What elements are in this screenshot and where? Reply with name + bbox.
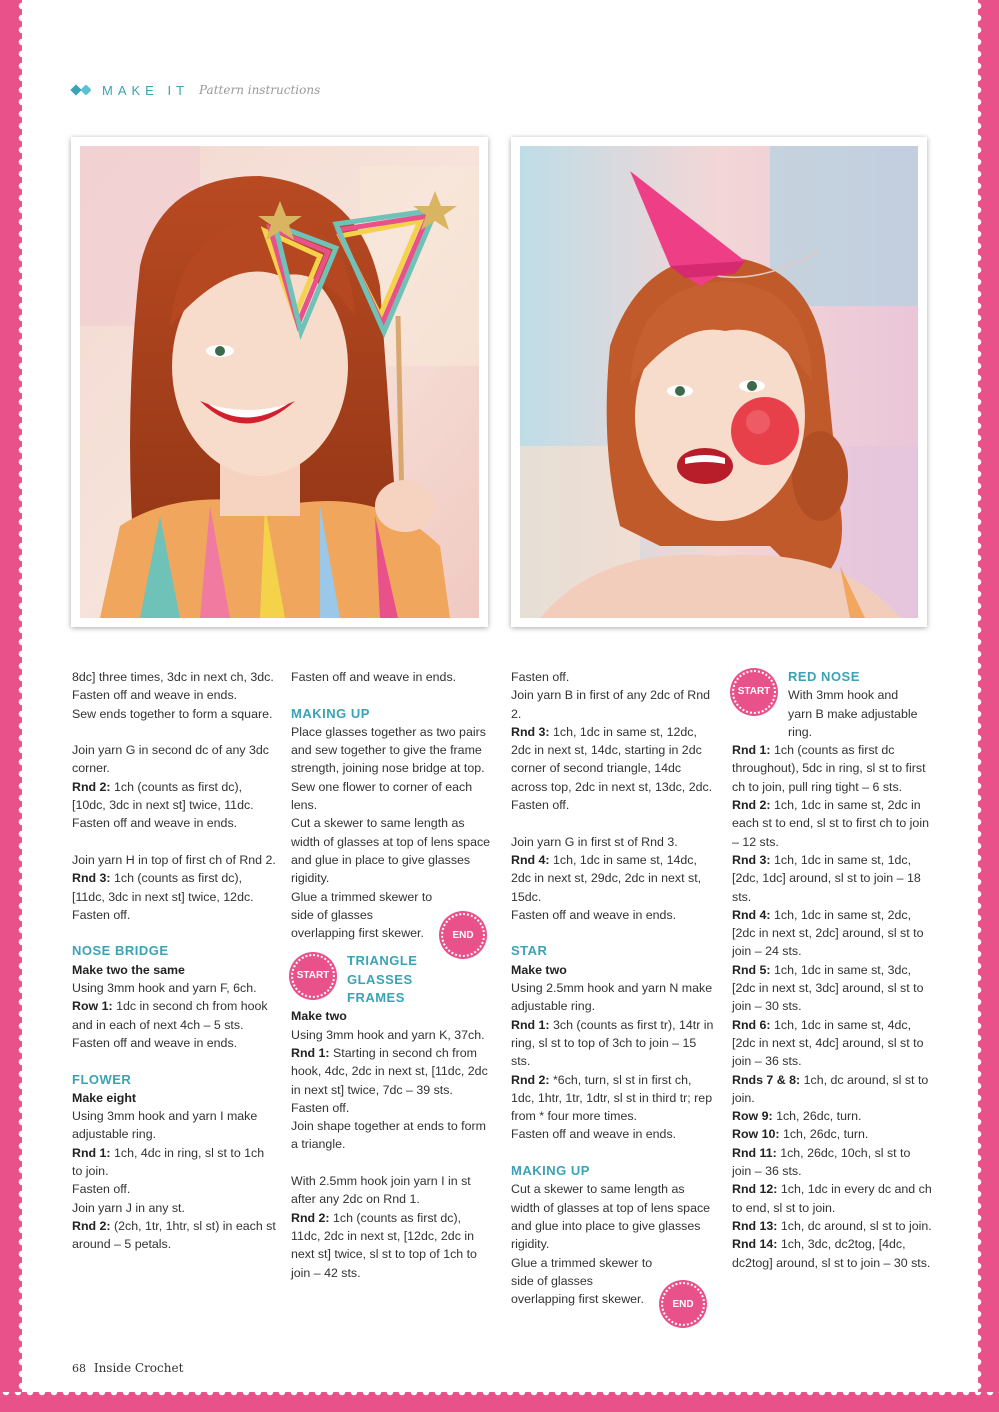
text-paragraph: Glue a trimmed skewer to side of glasses overlapping first skewer. <box>511 1255 653 1307</box>
step-label: Row 9: <box>732 1109 773 1124</box>
section-subheading: Make two <box>511 962 567 977</box>
step-text: 1ch, 1dc in same st, 4dc, [2dc in next st, 4dc] around, sl st to join – 36 sts. <box>732 1017 924 1069</box>
column-3 <box>511 668 716 1308</box>
text-paragraph: Fasten off and weave in ends. <box>291 670 457 684</box>
step-text: 1ch, 3dc, dc2tog, [4dc, dc2tog] around, sl st to join – 30 sts. <box>732 1237 931 1270</box>
text-paragraph: Using 2.5mm hook and yarn N make adjustable ring. <box>511 981 713 1014</box>
step-label: Rnd 4: <box>732 907 771 922</box>
text-paragraph: Cut a skewer to same length as width of glasses at top of lens space and glue in place to give glasses rigidity. <box>291 816 491 886</box>
start-badge: START <box>732 670 776 714</box>
pattern-step <box>72 1144 277 1181</box>
step-label: Rnd 2: <box>732 798 771 813</box>
step-text: 1ch (counts as first dc), [11dc, 3dc in next st] twice, 12dc. <box>72 871 254 904</box>
text-paragraph: Join shape together at ends to form a triangle. <box>291 1119 486 1152</box>
step-label: Rnd 6: <box>732 1017 771 1032</box>
text-paragraph: Join yarn G in first st of Rnd 3. <box>511 834 678 849</box>
pattern-step <box>72 997 277 1034</box>
pattern-step <box>732 1235 932 1272</box>
section-heading-triangle: GLASSES <box>347 971 413 987</box>
text-paragraph: Fasten off and weave in ends. <box>72 688 238 703</box>
step-label: Row 10: <box>732 1127 780 1142</box>
header-title: MAKE IT <box>102 82 190 98</box>
section-heading-nose-bridge: NOSE BRIDGE <box>72 943 169 959</box>
header-subtitle: Pattern instructions <box>199 83 321 97</box>
column-1 <box>72 668 277 1254</box>
text-paragraph: Using 3mm hook and yarn I make adjustable ring. <box>72 1109 258 1142</box>
text-paragraph: Glue a trimmed skewer to side of glasses overlapping first skewer. <box>291 889 433 941</box>
step-label: Rnd 2: <box>511 1072 550 1087</box>
step-text: 1ch, 26dc, turn. <box>772 1109 862 1124</box>
text-paragraph: 8dc] three times, 3dc in next ch, 3dc. <box>72 670 274 684</box>
pattern-step <box>72 1217 277 1254</box>
step-text: 1ch, 1dc in same st, 2dc, [2dc in next st, 2dc] around, sl st to join – 24 sts. <box>732 907 924 959</box>
text-paragraph: Fasten off. <box>72 1182 131 1197</box>
photo-red-nose <box>511 137 927 627</box>
step-text: 1ch (counts as first dc throughout), 5dc in ring, sl st to first ch to join, pull ring tight – 6 sts. <box>732 743 926 794</box>
step-text: 1ch, dc around, sl st to join. <box>777 1218 932 1233</box>
photo-red-nose-illustration <box>520 146 918 618</box>
start-badge: START <box>291 954 335 998</box>
step-label: Row 1: <box>72 999 113 1014</box>
text-paragraph: Join yarn B in first of any 2dc of Rnd 2. <box>511 688 711 721</box>
photo-glasses-illustration <box>80 146 479 618</box>
step-label: Rnd 3: <box>511 724 550 739</box>
step-text: 1ch, 1dc in same st, 1dc, [2dc, 1dc] around, sl st to join – 18 sts. <box>732 852 921 904</box>
page-number: 68 <box>72 1362 86 1375</box>
text-paragraph: Sew ends together to form a square. <box>72 706 273 721</box>
text-paragraph: Using 3mm hook and yarn K, 37ch. <box>291 1027 485 1042</box>
step-text: 1dc in second ch from hook and in each of next 4ch – 5 sts. <box>72 999 268 1032</box>
step-label: Rnd 1: <box>291 1045 330 1060</box>
text-paragraph: Fasten off and weave in ends. <box>511 907 677 922</box>
section-subheading: Make two <box>291 1009 347 1024</box>
text-paragraph: Fasten off and weave in ends. <box>511 1127 677 1142</box>
step-label: Rnd 3: <box>72 871 111 886</box>
diamond-arrow-icon <box>72 84 92 96</box>
column-2 <box>291 668 491 1282</box>
text-paragraph: With 2.5mm hook join yarn I in st after any 2dc on Rnd 1. <box>291 1174 471 1207</box>
section-subheading: Make two the same <box>72 962 185 977</box>
text-paragraph: Place glasses together as two pairs and sew together to give the frame strength, joining nose bridge at top. <box>291 724 486 776</box>
step-label: Rnd 1: <box>72 1145 111 1160</box>
pattern-step <box>732 906 932 961</box>
step-label: Rnd 12: <box>732 1182 778 1197</box>
step-text: 1ch, 26dc, turn. <box>779 1127 869 1142</box>
text-paragraph: Join yarn J in any st. <box>72 1200 185 1215</box>
step-label: Rnd 14: <box>732 1237 778 1252</box>
step-label: Rnd 2: <box>72 1218 111 1233</box>
pattern-step <box>732 1125 932 1143</box>
section-heading-making-up: MAKING UP <box>511 1163 590 1179</box>
step-label: Rnd 3: <box>732 852 771 867</box>
step-text: 3ch (counts as first tr), 14tr in ring, sl st to top of 3ch to join – 15 sts. <box>511 1017 714 1069</box>
step-label: Rnd 4: <box>511 852 550 867</box>
step-text: Starting in second ch from hook, 4dc, 2dc in next st, [11dc, 2dc in next st] twice, 7dc – 39 sts. <box>291 1045 488 1097</box>
step-text: 1ch (counts as first dc), [10dc, 3dc in next st] twice, 11dc. <box>72 779 254 813</box>
text-paragraph: With 3mm hook and yarn B make adjustable ring. <box>788 688 918 739</box>
step-text: 1ch, 1dc in same st, 2dc in each st to end, sl st to first ch to join – 12 sts. <box>732 798 929 849</box>
pattern-step <box>732 741 932 796</box>
pattern-step <box>732 851 932 906</box>
step-text: 1ch, 4dc in ring, sl st to 1ch to join. <box>72 1145 265 1179</box>
text-paragraph: Fasten off and weave in ends. <box>72 816 238 831</box>
step-label: Rnd 2: <box>72 779 111 794</box>
pattern-step <box>732 961 932 1016</box>
step-text: (2ch, 1tr, 1htr, sl st) in each st around – 5 petals. <box>72 1218 276 1252</box>
text-paragraph: Sew one flower to corner of each lens. <box>291 779 473 813</box>
border-bottom <box>0 1392 999 1412</box>
pattern-step <box>732 1016 932 1071</box>
pattern-step <box>732 1144 932 1181</box>
step-text: 1ch, 1dc in same st, 3dc, [2dc in next st, 3dc] around, sl st to join – 30 sts. <box>732 962 924 1014</box>
section-heading-triangle: FRAMES <box>347 990 405 1006</box>
text-paragraph: Fasten off and weave in ends. <box>72 1035 238 1050</box>
step-text: 1ch, 1dc in same st, 12dc, 2dc in next st, 14dc, starting in 2dc corner of second triangle, 14dc across top, 2dc in next st, 13dc, 2dc. <box>511 724 713 794</box>
pattern-step <box>732 796 932 851</box>
pattern-step <box>511 1071 716 1126</box>
page-footer <box>72 1361 183 1375</box>
step-label: Rnd 11: <box>732 1145 777 1160</box>
step-text: *6ch, turn, sl st in first ch, 1dc, 1htr, 1tr, 1dtr, sl st in third tr; rep from * four more times. <box>511 1072 713 1124</box>
step-label: Rnds 7 & 8: <box>732 1072 801 1087</box>
step-text: 1ch, 26dc, 10ch, sl st to join – 36 sts. <box>732 1145 911 1179</box>
section-heading-flower: FLOWER <box>72 1071 132 1087</box>
pattern-step <box>72 778 277 815</box>
step-label: Rnd 1: <box>732 743 771 758</box>
step-label: Rnd 2: <box>291 1210 330 1225</box>
step-text: 1ch, 1dc in every dc and ch to end, sl st to join. <box>732 1182 932 1215</box>
section-heading-star: STAR <box>511 943 548 959</box>
text-paragraph: Fasten off. <box>511 670 570 684</box>
step-text: 1ch, 1dc in same st, 14dc, 2dc in next st, 29dc, 2dc in next st, 15dc. <box>511 852 702 904</box>
text-paragraph: Fasten off. <box>72 907 131 922</box>
border-left <box>0 0 22 1412</box>
section-heading-red-nose: RED NOSE <box>788 669 860 684</box>
pattern-step <box>72 869 277 906</box>
magazine-name: Inside Crochet <box>93 1361 184 1375</box>
column-4 <box>732 668 932 1272</box>
pattern-step <box>511 851 716 906</box>
text-paragraph: Fasten off. <box>511 798 570 813</box>
pattern-step <box>291 1044 491 1099</box>
step-label: Rnd 13: <box>732 1218 778 1233</box>
pattern-step <box>732 1217 932 1235</box>
end-badge: END <box>661 1282 705 1326</box>
section-heading-making-up: MAKING UP <box>291 705 370 721</box>
step-text: 1ch, dc around, sl st to join. <box>732 1072 929 1105</box>
border-right <box>978 0 999 1412</box>
section-heading-triangle: TRIANGLE <box>347 953 418 969</box>
section-header <box>72 80 320 100</box>
step-label: Rnd 1: <box>511 1017 550 1032</box>
pattern-step <box>732 1107 932 1125</box>
text-paragraph: Using 3mm hook and yarn F, 6ch. <box>72 981 257 996</box>
photo-glasses <box>71 137 488 627</box>
pattern-step <box>511 1016 716 1071</box>
end-badge: END <box>441 913 485 957</box>
section-start-red-nose <box>732 668 932 741</box>
text-paragraph: Cut a skewer to same length as width of glasses at top of lens space and glue into place to give glasses rigidity. <box>511 1182 711 1252</box>
pattern-step <box>732 1180 932 1217</box>
pattern-step <box>291 1209 491 1282</box>
section-start-triangle <box>291 952 491 1007</box>
pattern-step <box>511 723 716 796</box>
text-paragraph: Fasten off. <box>291 1100 350 1115</box>
step-label: Rnd 5: <box>732 962 771 977</box>
step-text: 1ch (counts as first dc), 11dc, 2dc in next st, [12dc, 2dc in next st] twice, sl st to top of 1ch to join – 42 sts. <box>291 1210 477 1280</box>
text-paragraph: Join yarn H in top of first ch of Rnd 2. <box>72 852 276 867</box>
section-subheading: Make eight <box>72 1090 137 1105</box>
text-paragraph: Join yarn G in second dc of any 3dc corner. <box>72 743 269 776</box>
pattern-step <box>732 1071 932 1108</box>
